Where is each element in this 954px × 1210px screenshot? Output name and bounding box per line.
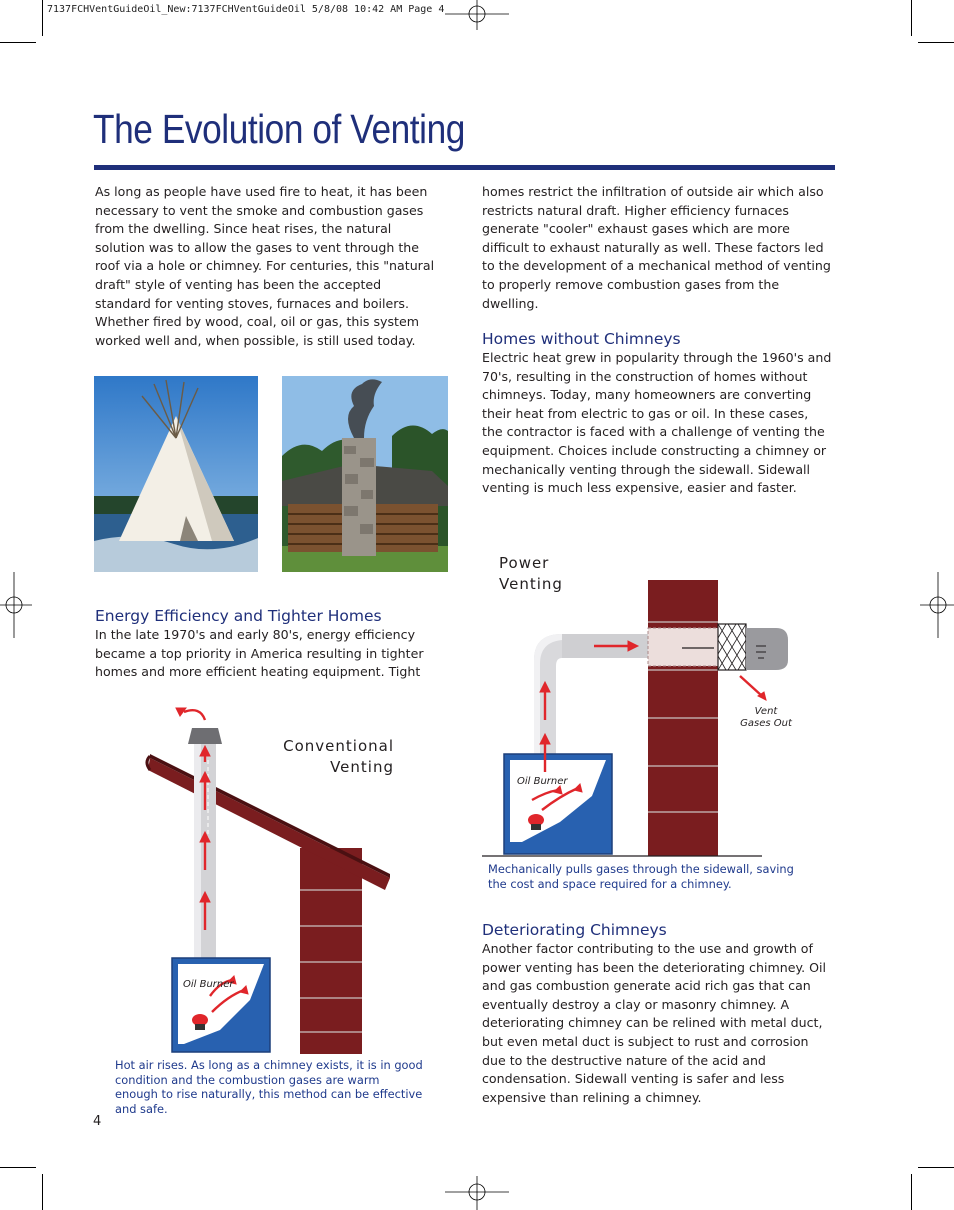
- power-label: [499, 553, 563, 595]
- vent-gases-label: [730, 706, 802, 730]
- oil-burner-box: [504, 754, 612, 854]
- print-slug: 7137FCHVentGuideOil_New:7137FCHVentGuideOil 5/8/08 10:42 AM Page 4: [47, 4, 445, 15]
- power-caption: Mechanically pulls gases through the sidewall, saving the cost and space required for a chimney.: [488, 862, 794, 891]
- vent-label-line2: Gases Out: [740, 718, 792, 729]
- power-burner-label: Oil Burner: [517, 776, 568, 787]
- conventional-caption: Hot air rises. As long as a chimney exists, it is in good condition and the combustion gases are warm enough to rise naturally, this method can be effective and safe.: [115, 1058, 423, 1116]
- brick-wall: [648, 580, 718, 856]
- chimneys-heading: Homes without Chimneys: [482, 330, 681, 348]
- power-label-line1: Power: [499, 554, 550, 572]
- tipi-photo: [94, 376, 258, 572]
- page-title: The Evolution of Venting: [93, 106, 465, 152]
- title-rule: [94, 165, 835, 170]
- energy-heading: Energy Efficiency and Tighter Homes: [95, 607, 382, 625]
- conventional-label: [280, 736, 394, 778]
- brick-chimney: [300, 848, 362, 1054]
- chimneys-body: Electric heat grew in popularity through the 1960's and 70's, resulting in the construction of homes without chimneys. Today, many homeowners are converting their heat from electric to gas or oil. In these cases, the contractor is faced with a challenge of venting the equipment. Choices include constructing a chimney or mechanically venting through the sidewall. Sidewall venting is much less expensive, easier and faster.: [482, 350, 832, 496]
- intro-paragraph: As long as people have used fire to heat, it has been necessary to vent the smoke and combustion gases from the dwelling. Since heat rises, the natural solution was to allow the gases to vent through the roof via a hole or chimney. For centuries, this "natural draft" style of venting has been the accepted standard for venting stoves, furnaces and boilers. Whether fired by wood, coal, oil or gas, this system worked well and, when possible, is still used today.: [95, 184, 435, 348]
- deteriorating-heading: Deteriorating Chimneys: [482, 921, 667, 939]
- power-label-line2: Venting: [499, 575, 563, 593]
- deteriorating-body: Another factor contributing to the use and growth of power venting has been the deteriorating chimney. Oil and gas combustion generate acid rich gas that can eventually destroy a clay or masonry chimney. A deteriorating chimney can be relined with metal duct, but even metal duct is subject to rust and corrosion due to the destructive nature of the acid and condensation. Sidewall venting is safer and less expensive than relining a chimney.: [482, 941, 827, 1105]
- conventional-label-line1: Conventional: [283, 737, 394, 755]
- power-venter-unit: [718, 624, 788, 670]
- conventional-label-line2: Venting: [330, 758, 394, 776]
- energy-body: In the late 1970's and early 80's, energy efficiency became a top priority in America resulting in tighter homes and more efficient heating equipment. Tight: [95, 627, 424, 680]
- log-cabin-photo: [282, 376, 448, 572]
- conventional-burner-label: Oil Burner: [183, 979, 234, 990]
- page-number: 4: [93, 1114, 102, 1129]
- vent-label-line1: Vent: [754, 706, 778, 717]
- continued-paragraph: homes restrict the infiltration of outside air which also restricts natural draft. Higher efficiency furnaces generate "cooler" exhaust gases which are more difficult to exhaust naturally as well. These factors led to the development of a mechanical method of venting to properly remove combustion gases from the dwelling.: [482, 184, 831, 311]
